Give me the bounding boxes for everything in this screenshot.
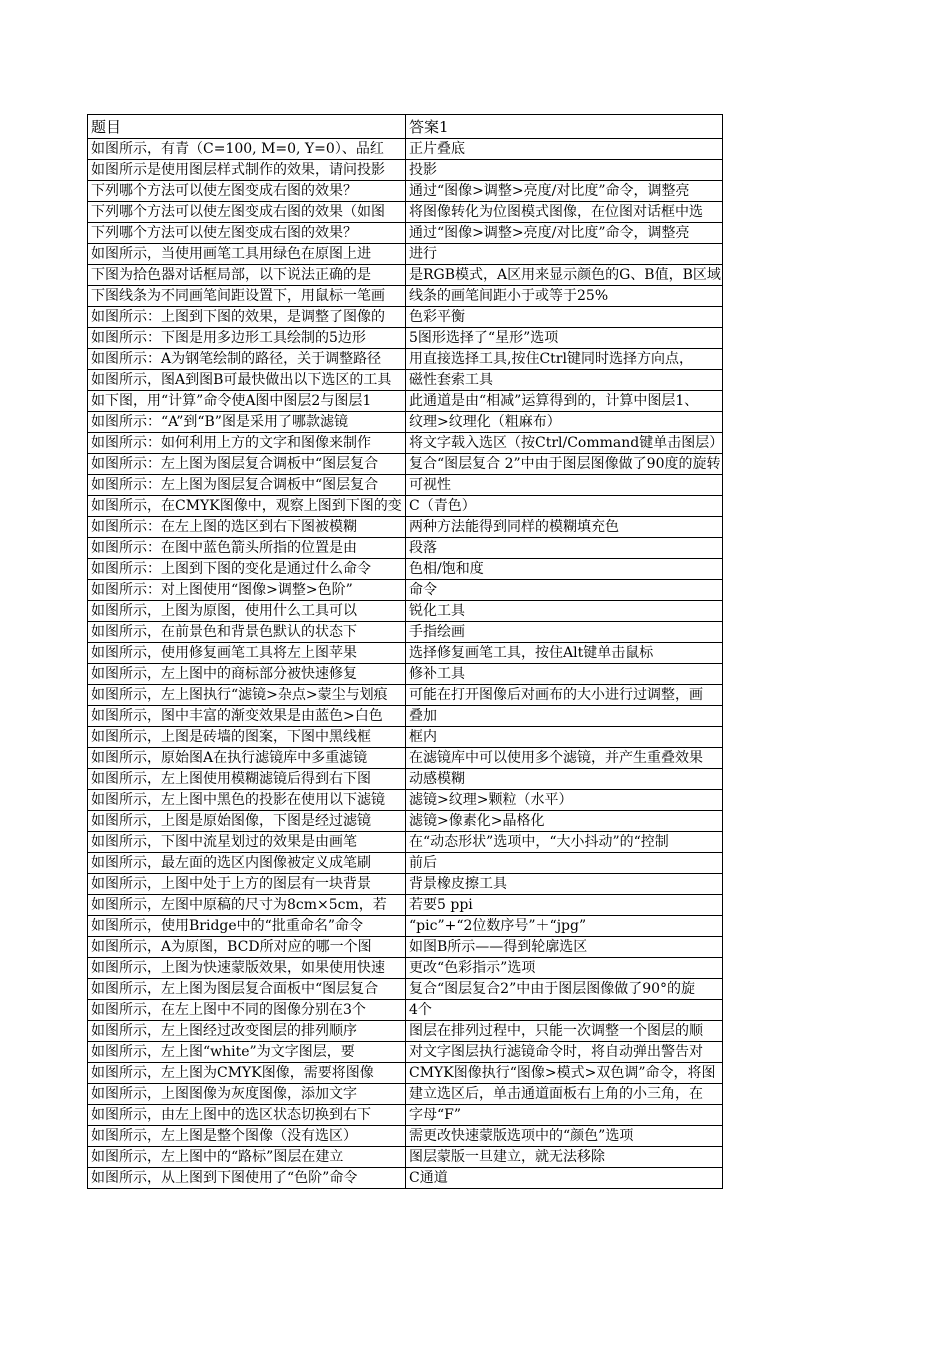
answer-cell[interactable] (406, 1147, 723, 1168)
question-text: 如图所示，从上图到下图使用了“色阶”命令 (91, 1170, 358, 1186)
question-text: 如图所示：“A”到“B”图是采用了哪款滤镜 (91, 414, 348, 430)
answer-cell[interactable] (406, 475, 723, 496)
answer-cell[interactable] (406, 307, 723, 328)
answer-text: 此通道是由“相减”运算得到的，计算中图层1、 (409, 393, 699, 409)
answer-text: 将图像转化为位图模式图像，在位图对话框中选 (409, 204, 703, 220)
answer-text: 色彩平衡 (409, 309, 465, 325)
question-text: 如图所示，左上图为CMYK图像，需要将图像 (91, 1065, 374, 1081)
answer-cell[interactable] (406, 139, 723, 160)
table-row (88, 1126, 723, 1147)
question-cell[interactable] (88, 874, 406, 895)
question-text: 如下图，用“计算”命令使A图中图层2与图层1 (91, 393, 372, 409)
question-cell[interactable] (88, 139, 406, 160)
question-text: 如图所示，使用修复画笔工具将左上图苹果 (91, 645, 357, 661)
question-text: 如图所示，左上图中的“路标”图层在建立 (91, 1149, 344, 1165)
answer-text: 前后 (409, 855, 437, 871)
table-row (88, 874, 723, 895)
table-row (88, 643, 723, 664)
header-cell-question[interactable] (88, 115, 406, 139)
table-row (88, 979, 723, 1000)
answer-cell[interactable] (406, 748, 723, 769)
question-text: 如图所示：在左上图的选区到右下图被模糊 (91, 519, 357, 535)
question-cell[interactable] (88, 1042, 406, 1063)
table-row (88, 496, 723, 517)
question-cell[interactable] (88, 664, 406, 685)
question-cell[interactable] (88, 412, 406, 433)
question-cell[interactable] (88, 601, 406, 622)
table-row (88, 832, 723, 853)
answer-cell[interactable] (406, 559, 723, 580)
answer-text: 需更改快速蒙版选项中的“颜色”选项 (409, 1128, 634, 1144)
table-row (88, 748, 723, 769)
question-cell[interactable] (88, 727, 406, 748)
table-row (88, 1084, 723, 1105)
table-row (88, 433, 723, 454)
question-cell[interactable] (88, 559, 406, 580)
question-text: 如图所示，A为原图，BCD所对应的哪一个图 (91, 939, 372, 955)
answer-cell[interactable] (406, 706, 723, 727)
question-cell[interactable] (88, 370, 406, 391)
table-row (88, 307, 723, 328)
header-row (88, 115, 723, 139)
answer-text: 叠加 (409, 708, 437, 724)
table-row (88, 958, 723, 979)
table-row (88, 286, 723, 307)
answer-text: 图层在排列过程中，只能一次调整一个图层的顺 (409, 1023, 703, 1039)
answer-cell[interactable] (406, 160, 723, 181)
question-text: 如图所示，图中丰富的渐变效果是由蓝色>白色 (91, 708, 383, 724)
table-row (88, 685, 723, 706)
answer-text: 将文字载入选区（按Ctrl/Command键单击图层） (409, 435, 724, 451)
answer-cell[interactable] (406, 601, 723, 622)
question-cell[interactable] (88, 160, 406, 181)
answer-text: 复合“图层复合2”中由于图层图像做了90°的旋 (409, 981, 696, 997)
answer-cell[interactable] (406, 937, 723, 958)
answer-text: 建立选区后，单击通道面板右上角的小三角，在 (409, 1086, 703, 1102)
answer-cell[interactable] (406, 349, 723, 370)
table-row (88, 580, 723, 601)
answer-text: 在滤镜库中可以使用多个滤镜，并产生重叠效果 (409, 750, 703, 766)
question-text: 如图所示：A为钢笔绘制的路径，关于调整路径 (91, 351, 382, 367)
header-answer-label: 答案1 (409, 117, 449, 136)
answer-cell[interactable] (406, 223, 723, 244)
table-row (88, 328, 723, 349)
answer-cell[interactable] (406, 433, 723, 454)
table-row (88, 1021, 723, 1042)
question-cell[interactable] (88, 748, 406, 769)
question-text: 如图所示，在CMYK图像中，观察上图到下图的变 (91, 498, 402, 514)
answer-cell[interactable] (406, 538, 723, 559)
answer-text: 纹理>纹理化（粗麻布） (409, 414, 561, 430)
question-text: 如图所示，原始图A在执行滤镜库中多重滤镜 (91, 750, 368, 766)
question-text: 如图所示，左上图使用模糊滤镜后得到右下图 (91, 771, 371, 787)
question-cell[interactable] (88, 433, 406, 454)
question-text: 如图所示，左上图中黑色的投影在使用以下滤镜 (91, 792, 385, 808)
answer-cell[interactable] (406, 895, 723, 916)
question-cell[interactable] (88, 391, 406, 412)
question-cell[interactable] (88, 181, 406, 202)
question-cell[interactable] (88, 1000, 406, 1021)
question-text: 如图所示，上图为原图，使用什么工具可以 (91, 603, 357, 619)
question-cell[interactable] (88, 832, 406, 853)
table-row (88, 538, 723, 559)
answer-text: 进行 (409, 246, 437, 262)
table-row (88, 139, 723, 160)
question-text: 如图所示：对上图使用“图像>调整>色阶” (91, 582, 353, 598)
answer-cell[interactable] (406, 328, 723, 349)
answer-cell[interactable] (406, 202, 723, 223)
answer-cell[interactable] (406, 958, 723, 979)
answer-cell[interactable] (406, 1042, 723, 1063)
question-cell[interactable] (88, 1021, 406, 1042)
question-cell[interactable] (88, 769, 406, 790)
table-row (88, 853, 723, 874)
answer-text: 在“动态形状”选项中，“大小抖动”的“控制 (409, 834, 669, 850)
answer-cell[interactable] (406, 181, 723, 202)
answer-cell[interactable] (406, 517, 723, 538)
table-row (88, 601, 723, 622)
answer-cell[interactable] (406, 1105, 723, 1126)
header-cell-answer[interactable] (406, 115, 723, 139)
question-text: 如图所示，上图图像为灰度图像，添加文字 (91, 1086, 357, 1102)
spreadsheet-table (87, 114, 723, 1189)
question-cell[interactable] (88, 979, 406, 1000)
answer-cell[interactable] (406, 1021, 723, 1042)
answer-text: 通过“图像>调整>亮度/对比度”命令，调整亮 (409, 183, 690, 199)
answer-text: 选择修复画笔工具，按住Alt键单击鼠标 (409, 645, 654, 661)
table-row (88, 202, 723, 223)
table-row (88, 622, 723, 643)
question-text: 如图所示，有青（C=100, M=0, Y=0）、品红 (91, 141, 384, 157)
table-row (88, 475, 723, 496)
question-text: 如图所示，下图中流星划过的效果是由画笔 (91, 834, 357, 850)
answer-text: 4个 (409, 1002, 432, 1018)
answer-cell[interactable] (406, 391, 723, 412)
question-cell[interactable] (88, 496, 406, 517)
question-cell[interactable] (88, 937, 406, 958)
question-cell[interactable] (88, 286, 406, 307)
question-text: 如图所示，左上图是整个图像（没有选区） (91, 1128, 357, 1144)
question-text: 如图所示是使用图层样式制作的效果，请问投影 (91, 162, 385, 178)
question-cell[interactable] (88, 580, 406, 601)
answer-cell[interactable] (406, 1168, 723, 1189)
answer-cell[interactable] (406, 244, 723, 265)
answer-text: 可视性 (409, 477, 451, 493)
answer-text: C通道 (409, 1170, 448, 1186)
question-cell[interactable] (88, 1147, 406, 1168)
question-text: 如图所示：如何利用上方的文字和图像来制作 (91, 435, 371, 451)
question-text: 如图所示：下图是用多边形工具绘制的5边形 (91, 330, 366, 346)
table-row (88, 769, 723, 790)
question-text: 如图所示，左上图执行“滤镜>杂点>蒙尘与划痕 (91, 687, 388, 703)
question-cell[interactable] (88, 622, 406, 643)
question-cell[interactable] (88, 538, 406, 559)
question-text: 如图所示：在图中蓝色箭头所指的位置是由 (91, 540, 357, 556)
answer-text: 线条的画笔间距小于或等于25% (409, 288, 609, 304)
question-text: 下列哪个方法可以使左图变成右图的效果？ (91, 183, 357, 199)
table-row (88, 916, 723, 937)
answer-cell[interactable] (406, 790, 723, 811)
table-row (88, 160, 723, 181)
answer-text: 对文字图层执行滤镜命令时，将自动弹出警告对 (409, 1044, 703, 1060)
answer-cell[interactable] (406, 1000, 723, 1021)
table-row (88, 517, 723, 538)
question-text: 如图所示，上图是原始图像，下图是经过滤镜 (91, 813, 371, 829)
answer-cell[interactable] (406, 643, 723, 664)
question-text: 如图所示：左上图为图层复合调板中“图层复合 (91, 456, 379, 472)
question-text: 如图所示，使用Bridge中的“批重命名”命令 (91, 918, 363, 934)
answer-cell[interactable] (406, 265, 723, 286)
question-cell[interactable] (88, 643, 406, 664)
answer-cell[interactable] (406, 832, 723, 853)
answer-text: 投影 (409, 162, 437, 178)
question-text: 如图所示，由左上图中的选区状态切换到右下 (91, 1107, 371, 1123)
answer-text: 复合“图层复合 2”中由于图层图像做了90度的旋转 (409, 456, 721, 472)
question-cell[interactable] (88, 244, 406, 265)
answer-text: 磁性套索工具 (409, 372, 493, 388)
answer-text: 通过“图像>调整>亮度/对比度”命令，调整亮 (409, 225, 690, 241)
question-text: 如图所示：上图到下图的变化是通过什么命令 (91, 561, 371, 577)
answer-text: 字母“F” (409, 1107, 462, 1123)
question-text: 如图所示，左上图“white”为文字图层，要 (91, 1044, 355, 1060)
question-cell[interactable] (88, 685, 406, 706)
question-text: 下列哪个方法可以使左图变成右图的效果（如图 (91, 204, 385, 220)
table-row (88, 412, 723, 433)
table-row (88, 1147, 723, 1168)
table-row (88, 223, 723, 244)
table-row (88, 811, 723, 832)
question-text: 下图线条为不同画笔间距设置下，用鼠标一笔画 (91, 288, 385, 304)
answer-text: 背景橡皮擦工具 (409, 876, 507, 892)
answer-cell[interactable] (406, 454, 723, 475)
question-text: 如图所示，在前景色和背景色默认的状态下 (91, 624, 357, 640)
question-text: 如图所示：左上图为图层复合调板中“图层复合 (91, 477, 379, 493)
question-cell[interactable] (88, 895, 406, 916)
answer-text: 命令 (409, 582, 437, 598)
question-text: 如图所示，上图是砖墙的图案，下图中黑线框 (91, 729, 371, 745)
answer-cell[interactable] (406, 916, 723, 937)
answer-text: 修补工具 (409, 666, 465, 682)
question-cell[interactable] (88, 790, 406, 811)
answer-cell[interactable] (406, 370, 723, 391)
answer-text: 可能在打开图像后对画布的大小进行过调整，画 (409, 687, 703, 703)
question-cell[interactable] (88, 265, 406, 286)
table-row (88, 391, 723, 412)
answer-text: 两种方法能得到同样的模糊填充色 (409, 519, 619, 535)
question-text: 如图所示，上图为快速蒙版效果，如果使用快速 (91, 960, 385, 976)
answer-text: 用直接选择工具,按住Ctrl键同时选择方向点， (409, 351, 693, 367)
answer-text: 滤镜>纹理>颗粒（水平） (409, 792, 573, 808)
answer-text: “pic”+“2位数序号”＋“jpg” (409, 918, 587, 934)
answer-cell[interactable] (406, 769, 723, 790)
question-cell[interactable] (88, 706, 406, 727)
table-row (88, 1042, 723, 1063)
question-text: 如图所示，左图中原稿的尺寸为8cm×5cm，若 (91, 897, 387, 913)
question-cell[interactable] (88, 475, 406, 496)
answer-text: 若要5 ppi (409, 897, 473, 913)
table-row (88, 265, 723, 286)
answer-cell[interactable] (406, 580, 723, 601)
question-text: 如图所示，左上图中的商标部分被快速修复 (91, 666, 357, 682)
answer-text: 手指绘画 (409, 624, 465, 640)
question-cell[interactable] (88, 223, 406, 244)
question-cell[interactable] (88, 1063, 406, 1084)
table-row (88, 454, 723, 475)
question-cell[interactable] (88, 916, 406, 937)
answer-cell[interactable] (406, 874, 723, 895)
answer-text: 段落 (409, 540, 437, 556)
answer-cell[interactable] (406, 1126, 723, 1147)
question-cell[interactable] (88, 958, 406, 979)
question-text: 如图所示，左上图为图层复合面板中“图层复合 (91, 981, 379, 997)
table-body (88, 115, 723, 1189)
table-row (88, 790, 723, 811)
table-row (88, 181, 723, 202)
answer-cell[interactable] (406, 664, 723, 685)
table-row (88, 1105, 723, 1126)
question-text: 如图所示，上图中处于上方的图层有一块背景 (91, 876, 371, 892)
answer-cell[interactable] (406, 1063, 723, 1084)
question-text: 下列哪个方法可以使左图变成右图的效果？ (91, 225, 357, 241)
question-cell[interactable] (88, 328, 406, 349)
question-cell[interactable] (88, 811, 406, 832)
table-row (88, 1063, 723, 1084)
question-cell[interactable] (88, 1105, 406, 1126)
question-text: 如图所示：上图到下图的效果，是调整了图像的 (91, 309, 385, 325)
question-cell[interactable] (88, 1084, 406, 1105)
question-cell[interactable] (88, 853, 406, 874)
table-row (88, 706, 723, 727)
question-cell[interactable] (88, 517, 406, 538)
answer-cell[interactable] (406, 412, 723, 433)
question-cell[interactable] (88, 349, 406, 370)
answer-text: 色相/饱和度 (409, 561, 484, 577)
question-text: 如图所示，图A到图B可最快做出以下选区的工具 (91, 372, 392, 388)
answer-text: 动感模糊 (409, 771, 465, 787)
question-cell[interactable] (88, 454, 406, 475)
answer-text: 框内 (409, 729, 437, 745)
table-row (88, 1000, 723, 1021)
question-text: 如图所示，最左面的选区内图像被定义成笔刷 (91, 855, 371, 871)
question-text: 如图所示，左上图经过改变图层的排列顺序 (91, 1023, 357, 1039)
answer-cell[interactable] (406, 811, 723, 832)
table-row (88, 349, 723, 370)
question-text: 如图所示，在左上图中不同的图像分别在3个 (91, 1002, 366, 1018)
table-row (88, 895, 723, 916)
table-row (88, 370, 723, 391)
table-row (88, 1168, 723, 1189)
question-text: 如图所示，当使用画笔工具用绿色在原图上进 (91, 246, 371, 262)
answer-text: 图层蒙版一旦建立，就无法移除 (409, 1149, 605, 1165)
question-cell[interactable] (88, 1168, 406, 1189)
table-row (88, 244, 723, 265)
question-cell[interactable] (88, 1126, 406, 1147)
answer-cell[interactable] (406, 727, 723, 748)
answer-text: 如图B所示——得到轮廓选区 (409, 939, 588, 955)
answer-cell[interactable] (406, 496, 723, 517)
table-row (88, 664, 723, 685)
answer-cell[interactable] (406, 685, 723, 706)
table-row (88, 727, 723, 748)
answer-text: 滤镜>像素化>晶格化 (409, 813, 545, 829)
answer-text: C（青色） (409, 498, 476, 514)
answer-text: 锐化工具 (409, 603, 465, 619)
answer-text: 更改“色彩指示”选项 (409, 960, 536, 976)
answer-cell[interactable] (406, 853, 723, 874)
answer-cell[interactable] (406, 1084, 723, 1105)
header-question-label: 题目 (91, 117, 122, 136)
question-cell[interactable] (88, 307, 406, 328)
answer-cell[interactable] (406, 979, 723, 1000)
question-text: 下图为拾色器对话框局部，以下说法正确的是 (91, 267, 371, 283)
table-row (88, 937, 723, 958)
answer-text: 是RGB模式，A区用来显示颜色的G、B值，B区域 (409, 267, 721, 283)
answer-text: 5图形选择了“星形”选项 (409, 330, 559, 346)
question-cell[interactable] (88, 202, 406, 223)
answer-text: 正片叠底 (409, 141, 465, 157)
answer-text: CMYK图像执行“图像>模式>双色调”命令，将图 (409, 1065, 716, 1081)
answer-cell[interactable] (406, 622, 723, 643)
table-row (88, 559, 723, 580)
answer-cell[interactable] (406, 286, 723, 307)
